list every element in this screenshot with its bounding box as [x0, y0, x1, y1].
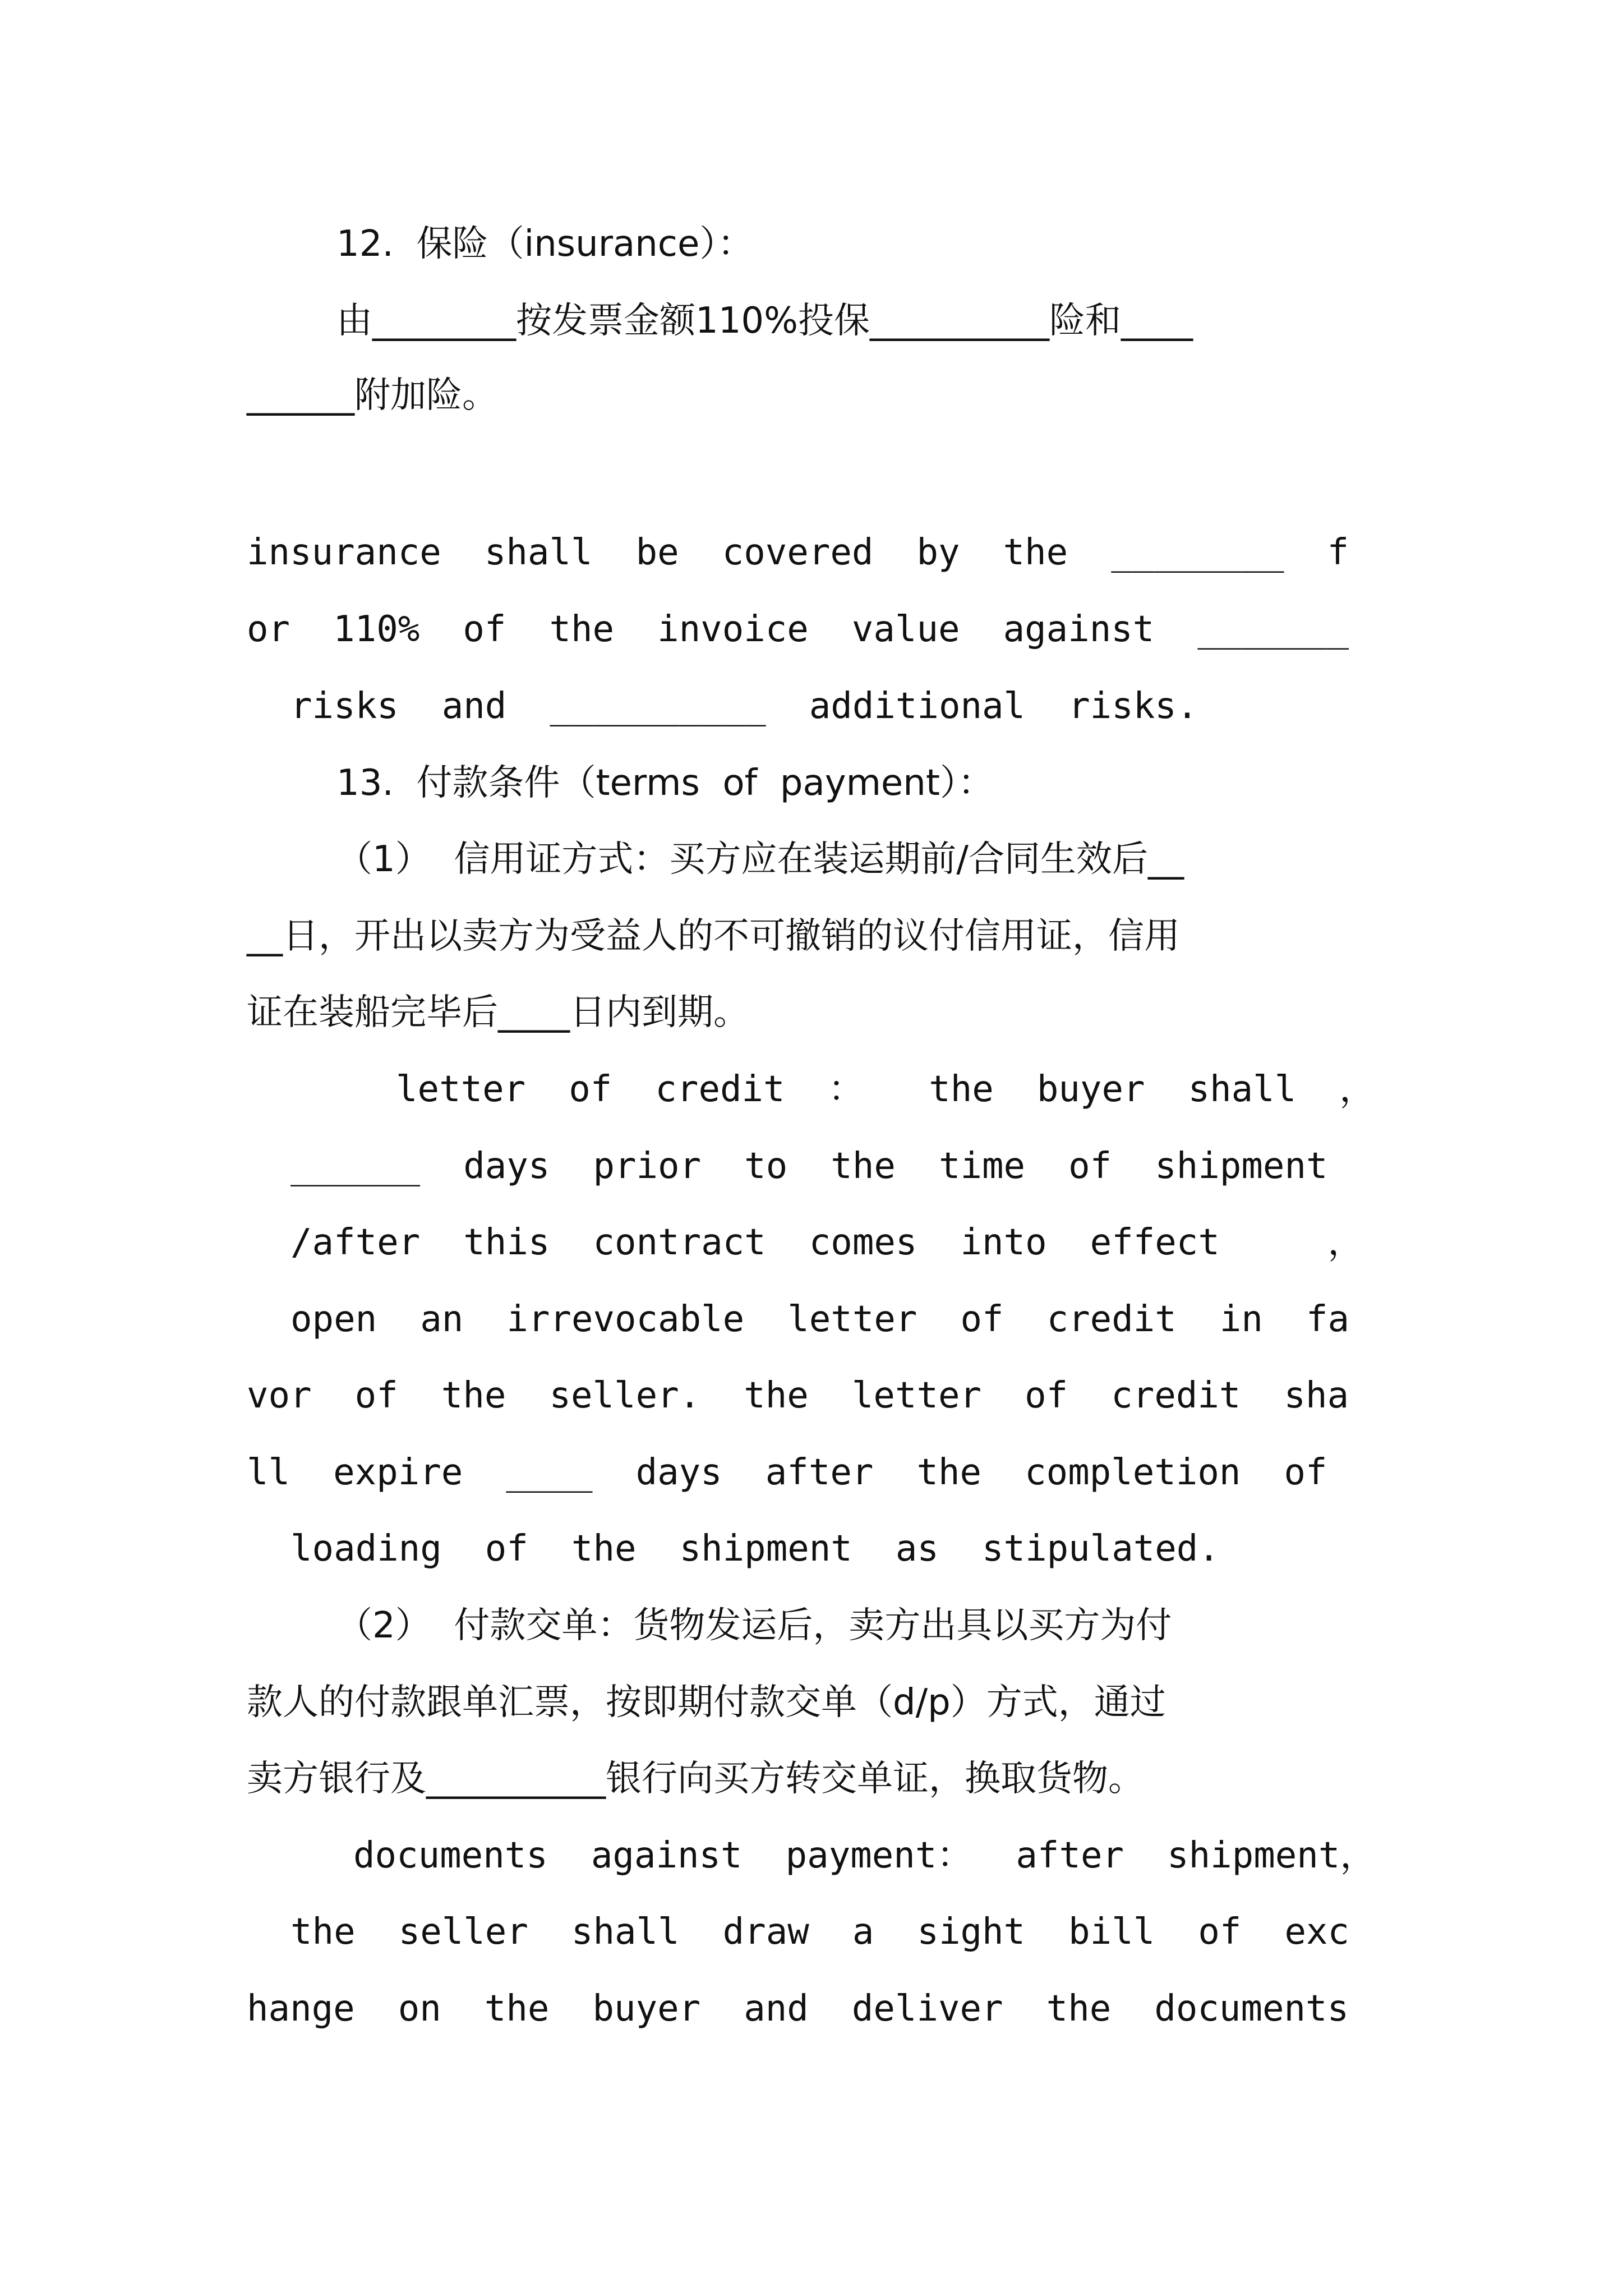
dp-clause-zh-line-2: 款人的付款跟单汇票，按即期付款交单（d/p）方式，通过 [247, 1682, 1166, 1723]
section-13-heading: 13. 付款条件（terms of payment）： [336, 762, 994, 804]
insurance-clause-en-line-1: insurance shall be covered by the ________ f [247, 532, 1349, 573]
insurance-clause-zh-line-1: 由________按发票金额110%投保__________险和____ [336, 300, 1193, 342]
lc-clause-zh-line-1: （1） 信用证方式：买方应在装运期前/合同生效后__ [336, 839, 1184, 880]
lc-clause-en-line-3: /after this contract comes into effect ， [291, 1222, 1364, 1263]
dp-clause-en-line-3: hange on the buyer and deliver the documents [247, 1988, 1349, 2030]
lc-clause-en-line-7: loading of the shipment as stipulated. [291, 1528, 1220, 1570]
insurance-clause-en-line-2: or 110% of the invoice value against _______ [247, 609, 1349, 650]
lc-clause-zh-line-2: __日，开出以卖方为受益人的不可撤销的议付信用证，信用 [247, 915, 1180, 957]
lc-clause-en-line-5: vor of the seller. the letter of credit sha [247, 1375, 1349, 1416]
lc-clause-en-line-1: letter of credit ： the buyer shall ， [396, 1069, 1376, 1110]
lc-clause-en-line-2: ______ days prior to the time of shipment [291, 1145, 1328, 1187]
dp-clause-zh-line-1: （2） 付款交单：货物发运后，卖方出具以买方为付 [336, 1605, 1172, 1646]
dp-clause-zh-line-3: 卖方银行及__________银行向买方转交单证，换取货物。 [247, 1758, 1144, 1800]
lc-clause-en-line-4: open an irrevocable letter of credit in fa [291, 1299, 1350, 1340]
insurance-clause-en-line-3: risks and __________ additional risks. [291, 685, 1198, 727]
lc-clause-en-line-6: ll expire ____ days after the completion of [247, 1452, 1327, 1493]
section-12-heading: 12. 保险（insurance）： [336, 223, 754, 265]
dp-clause-en-line-1: documents against payment： after shipment， [353, 1835, 1376, 1876]
dp-clause-en-line-2: the seller shall draw a sight bill of exc [291, 1911, 1350, 1953]
lc-clause-zh-line-3: 证在装船完毕后____日内到期。 [247, 992, 749, 1033]
insurance-clause-zh-line-2: ______附加险。 [247, 375, 498, 416]
